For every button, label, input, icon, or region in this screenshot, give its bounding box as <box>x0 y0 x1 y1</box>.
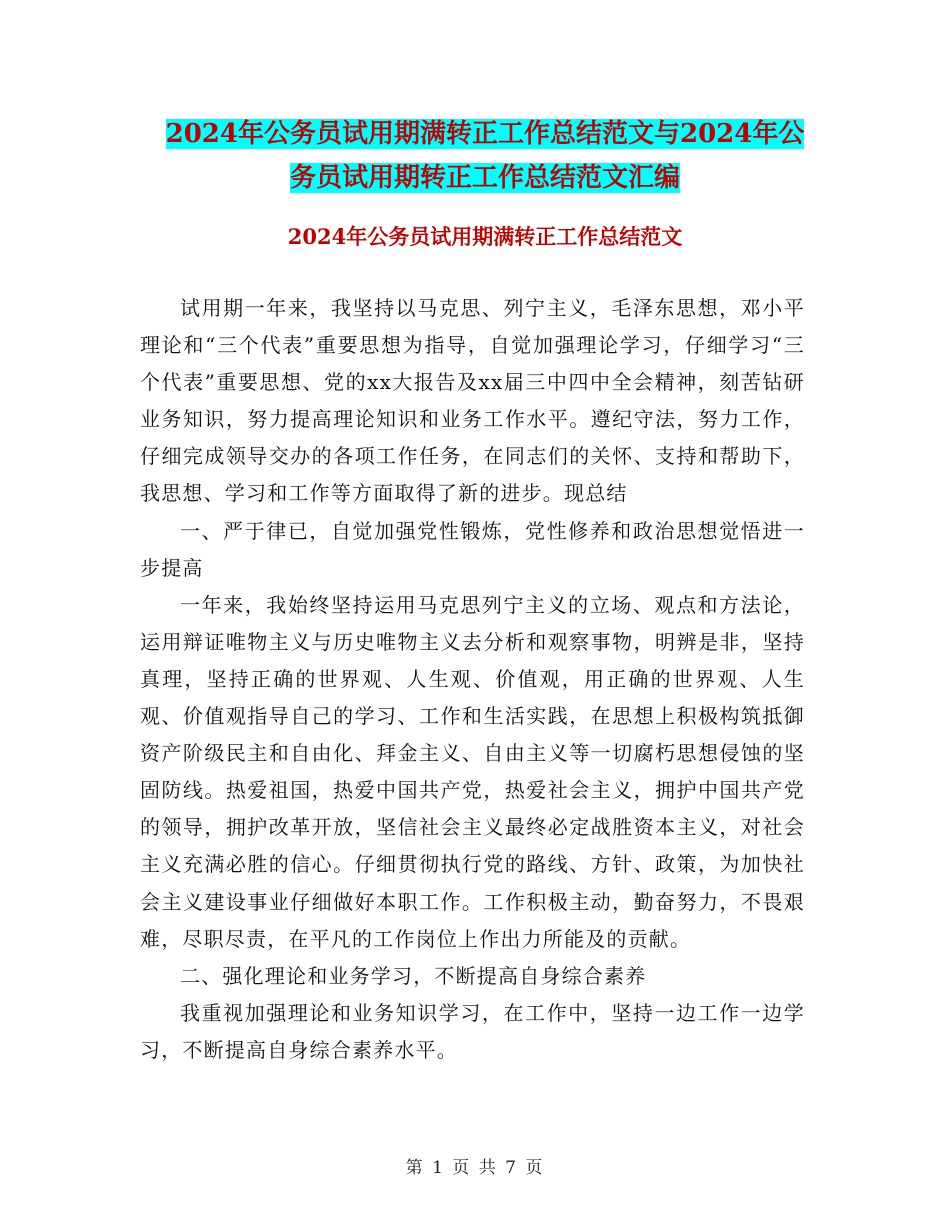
section-title: 2024年公务员试用期满转正工作总结范文 <box>287 224 683 249</box>
paragraph-section-2: 我重视加强理论和业务知识学习，在工作中，坚持一边工作一边学习，不断提高自身综合素养水平。 <box>140 1000 805 1062</box>
document-title <box>140 112 830 200</box>
document-title-line2: 务员试用期转正工作总结范文汇编 <box>289 163 680 193</box>
page-number-footer: 第 1 页 共 7 页 <box>405 1158 545 1178</box>
document-title-line1: 2024年公务员试用期满转正工作总结范文与2024年公 <box>165 119 805 149</box>
heading-section-1: 一、严于律已，自觉加强党性锻炼，党性修养和政治思想觉悟进一步提高 <box>140 518 805 580</box>
document-body <box>140 290 805 1069</box>
paragraph-section-1: 一年来，我始终坚持运用马克思列宁主义的立场、观点和方法论，运用辩证唯物主义与历史唯物主义去分析和观察事物，明辨是非，坚持真理，坚持正确的世界观、人生观、价值观，用正确的世界观、人生观、价值观指导自己的学习、工作和生活实践，在思想上积极构筑抵御资产阶级民主和自由化、拜金主义、自由主义等一切腐朽思想侵蚀的坚固防线。热爱祖国，热爱中国共产党，热爱社会主义，拥护中国共产党的领导，拥护改革开放，坚信社会主义最终必定战胜资本主义，对社会主义充满必胜的信心。仔细贯彻执行党的路线、方针、政策，为加快社会主义建设事业仔细做好本职工作。工作积极主动，勤奋努力，不畏艰难，尽职尽责，在平凡的工作岗位上作出力所能及的贡献。 <box>140 592 805 951</box>
paragraph-intro: 试用期一年来，我坚持以马克思、列宁主义，毛泽东思想，邓小平理论和“三个代表”重要思想为指导，自觉加强理论学习，仔细学习“三个代表”重要思想、党的xx大报告及xx届三中四中全会精神，刻苦钻研业务知识，努力提高理论知识和业务工作水平。遵纪守法，努力工作，仔细完成领导交办的各项工作任务，在同志们的关怀、支持和帮助下，我思想、学习和工作等方面取得了新的进步。现总结 <box>140 296 805 506</box>
heading-section-2: 二、强化理论和业务学习，不断提高自身综合素养 <box>180 963 647 988</box>
